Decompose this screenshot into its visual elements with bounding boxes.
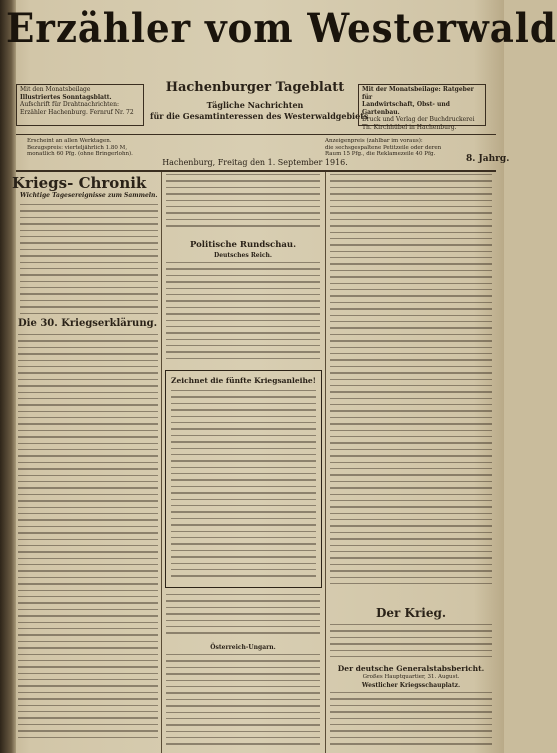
dateline: Hachenburg, Freitag den 1. September 1916. <box>162 158 348 167</box>
binding-gutter <box>0 0 16 753</box>
middle-notes-text <box>166 594 320 642</box>
price-line: Anzeigenpreis (zahlbar im voraus): <box>325 138 423 144</box>
price-box-left <box>24 137 142 165</box>
report-subtitle: Westlicher Kriegsschauplatz. <box>361 682 461 689</box>
left-box-line: Mit den Monatsbeilage <box>20 86 91 93</box>
right-box-line: Landwirtschaft, Obst- und Gartenbau. <box>362 101 450 116</box>
war-intro-text <box>330 624 492 662</box>
report-title: Der deutsche Generalstabsbericht. <box>337 664 485 673</box>
masthead-right-box <box>358 84 486 131</box>
paper-subtitle-1: Tägliche Nachrichten <box>206 100 304 110</box>
report-place: Großes Hauptquartier, 31. August. <box>362 674 460 680</box>
paper-name: Hachenburger Tageblatt <box>165 80 345 95</box>
report-text <box>330 692 492 753</box>
war-loan-title: Zeichnet die fünfte Kriegsanleihe! <box>171 376 316 385</box>
rule <box>16 134 496 135</box>
paper-subtitle-2: für die Gesamtinteressen des Westerwaldgebiets <box>150 111 369 121</box>
right-box-line: Druck und Verlag der Buchdruckerei <box>362 116 475 123</box>
masthead-left-box <box>16 84 144 126</box>
right-box-line: Mit der Monatsbeilage: Ratgeber für <box>362 86 474 101</box>
right-box-line: Th. Kirchhübel in Hachenburg. <box>362 123 457 131</box>
price-line: Bezugspreis: vierteljährlich 1.80 M, <box>27 144 128 151</box>
article-title: Die 30. Kriegserklärung. <box>18 318 158 329</box>
price-line: die sechsgespaltene Petitzeile oder deren <box>325 144 442 151</box>
masthead-title: Erzähler vom Westerwald <box>6 5 557 52</box>
left-box-line: Aufschrift für Drahtnachrichten: <box>20 101 119 108</box>
chronicle-title: Kriegs- Chronik <box>12 174 147 192</box>
column-rule <box>325 172 326 753</box>
price-box-right <box>322 137 462 165</box>
rule <box>16 170 496 172</box>
war-loan-text <box>171 390 316 582</box>
year-label: 8. Jahrg. <box>466 154 510 164</box>
left-box-line: Erzähler Hachenburg. Fernruf Nr. 72 <box>20 108 134 116</box>
column-rule <box>161 172 162 753</box>
chronicle-subtitle: Wichtige Tagesereignisse zum Sammeln. <box>20 192 158 199</box>
middle-intro-text <box>166 174 320 234</box>
austria-subtitle: Österreich-Ungarn. <box>210 644 276 651</box>
politics-title: Politische Rundschau. <box>189 240 297 250</box>
left-box-line: Illustriertes Sonntagsblatt. <box>20 93 112 101</box>
price-line: Erscheint an allen Werktagen. <box>27 138 112 144</box>
price-line: monatlich 60 Pfg. (ohne Bringerlohn). <box>27 151 133 157</box>
price-line: Raum 15 Pfg., die Reklamezeile 40 Pfg. <box>325 151 436 157</box>
war-title: Der Krieg. <box>375 606 447 620</box>
austria-text <box>166 654 320 753</box>
masthead-center <box>150 52 369 121</box>
chronicle-text <box>20 204 158 314</box>
right-text-upper <box>330 174 492 602</box>
article-text <box>18 334 158 753</box>
politics-text <box>166 262 320 372</box>
politics-subtitle: Deutsches Reich. <box>213 252 273 259</box>
